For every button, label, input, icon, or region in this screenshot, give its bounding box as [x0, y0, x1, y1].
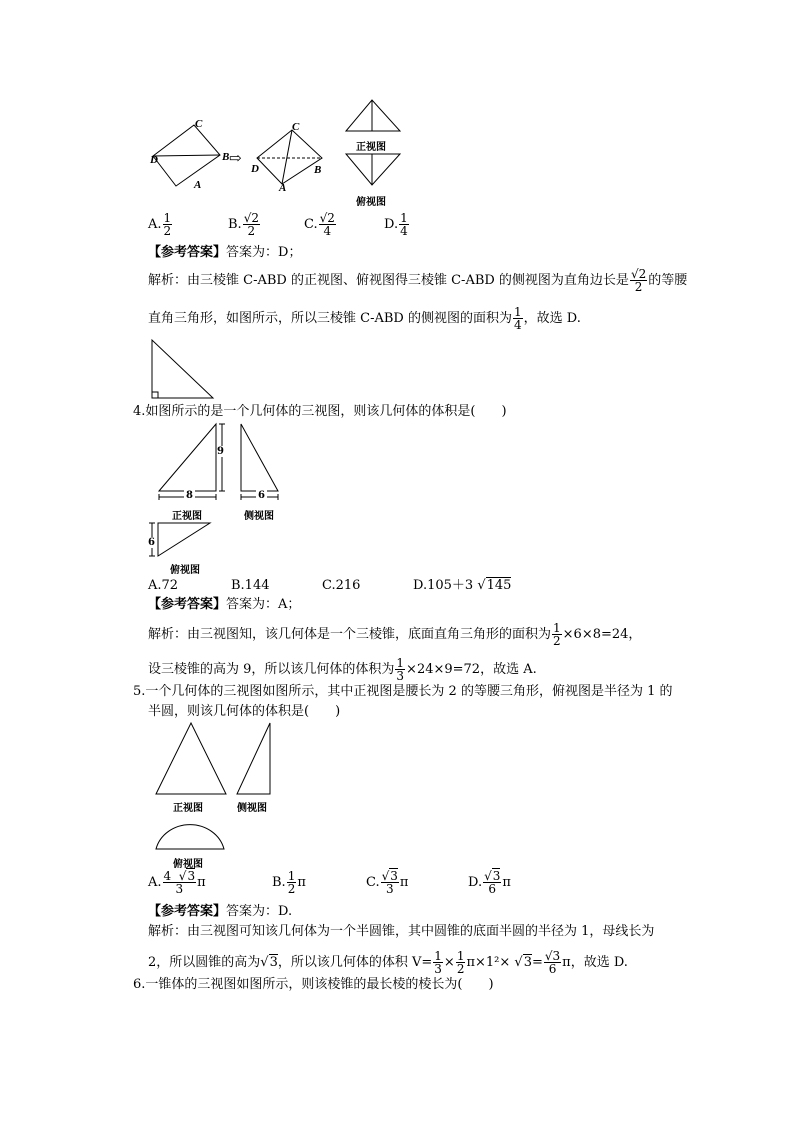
- answer-tag: 【参考答案】: [148, 904, 227, 919]
- vertex-label-d: D: [150, 154, 158, 166]
- analysis-line: 设三棱锥的高为 9，所以该几何体的体积为 $\frac{1}{3}$ ×24×9=72，故选 A.: [148, 656, 537, 683]
- answer-line: 【参考答案】答案为：A；: [148, 597, 301, 612]
- transform-arrow: ⇨: [229, 149, 242, 167]
- question-5: 5.一个几何体的三视图如图所示，其中正视图是腰长为 2 的等腰三角形，俯视图是半径为 1 的: [133, 684, 673, 699]
- front-view-caption: 正视图: [172, 511, 202, 522]
- top-view-caption: 俯视图: [356, 197, 386, 208]
- question-6: 6.一锥体的三视图如图所示，则该棱锥的最长棱的棱长为( ): [133, 977, 494, 992]
- question-4: 4.如图所示的是一个几何体的三视图，则该几何体的体积是( ): [133, 404, 507, 419]
- analysis-line: 解析：由三视图可知该几何体为一个半圆锥，其中圆锥的底面半圆的半径为 1，母线长为: [148, 924, 655, 939]
- answer-tag: 【参考答案】: [148, 597, 227, 612]
- option-c: C. $\frac{√2}{4}$: [304, 211, 335, 238]
- dim-side: 6: [258, 490, 265, 501]
- rhombus-figure: [150, 118, 230, 193]
- side-view-caption: 侧视图: [237, 803, 267, 814]
- top-view-caption: 俯视图: [173, 859, 203, 870]
- vertex-label-a: A: [194, 179, 202, 191]
- vertex-label-d: D: [251, 163, 259, 175]
- option-c: C.216: [322, 578, 361, 593]
- question-5-cont: 半圆，则该几何体的体积是( ): [148, 704, 341, 719]
- option-b: B. $\frac{1}{2}$ π: [272, 869, 306, 896]
- vertex-label-b: B: [314, 164, 322, 176]
- analysis-line: 直角三角形，如图所示，所以三棱锥 C-ABD 的侧视图的面积为 $\frac{1}{4}$ ，故选 D.: [148, 305, 581, 332]
- option-b: B.144: [231, 578, 270, 593]
- vertex-label-c: C: [292, 121, 300, 133]
- q5-front-view: [154, 720, 230, 798]
- q5-top-view: [154, 814, 226, 852]
- option-a: A.72: [148, 578, 179, 593]
- vertex-label-c: C: [195, 118, 203, 130]
- analysis-line: 解析：由三棱锥 C-ABD 的正视图、俯视图得三棱锥 C-ABD 的侧视图为直角边长是 $\frac{√2}{2}$ 的等腰: [148, 267, 688, 294]
- option-c: C. $\frac{√3}{3}$ π: [366, 869, 409, 896]
- top-view-figure: [344, 152, 404, 188]
- front-view-caption: 正视图: [173, 803, 203, 814]
- option-d: D. $\frac{1}{4}$: [384, 211, 408, 238]
- top-view-caption: 俯视图: [170, 565, 200, 576]
- analysis-line: 2，所以圆锥的高为√3，所以该几何体的体积 V= $\frac{1}{3}$ × $\frac{1}{2}$ π×1²× √3= $\frac{√3}{6}$ π，故选 D.: [148, 949, 628, 976]
- front-view-figure: [344, 98, 404, 134]
- option-d: D. $\frac{√3}{6}$ π: [468, 869, 511, 896]
- vertex-label-a: A: [279, 182, 287, 194]
- answer-tag: 【参考答案】: [148, 245, 227, 260]
- q5-side-view: [234, 720, 274, 798]
- q4-top-view: [146, 520, 214, 560]
- option-b: B. $\frac{√2}{2}$: [228, 211, 259, 238]
- dim-top: 6: [148, 537, 155, 548]
- dim-width: 8: [186, 490, 193, 501]
- side-view-caption: 侧视图: [244, 511, 274, 522]
- option-a: A. $\frac{1}{2}$: [148, 211, 172, 238]
- answer-line: 【参考答案】答案为：D；: [148, 245, 302, 260]
- dim-height: 9: [217, 446, 224, 457]
- right-triangle-figure: [150, 338, 216, 400]
- analysis-line: 解析：由三视图知，该几何体是一个三棱锥，底面直角三角形的面积为 $\frac{1}{2}$ ×6×8=24，: [148, 621, 642, 648]
- option-d: D.105＋3 √145: [413, 578, 512, 593]
- vertex-label-b: B: [222, 151, 230, 163]
- answer-line: 【参考答案】答案为：D.: [148, 904, 293, 919]
- tetrahedron-figure: [254, 124, 329, 194]
- front-view-caption: 正视图: [356, 142, 386, 153]
- option-a: A. $\frac{4 √3}{3}$ π: [148, 869, 206, 896]
